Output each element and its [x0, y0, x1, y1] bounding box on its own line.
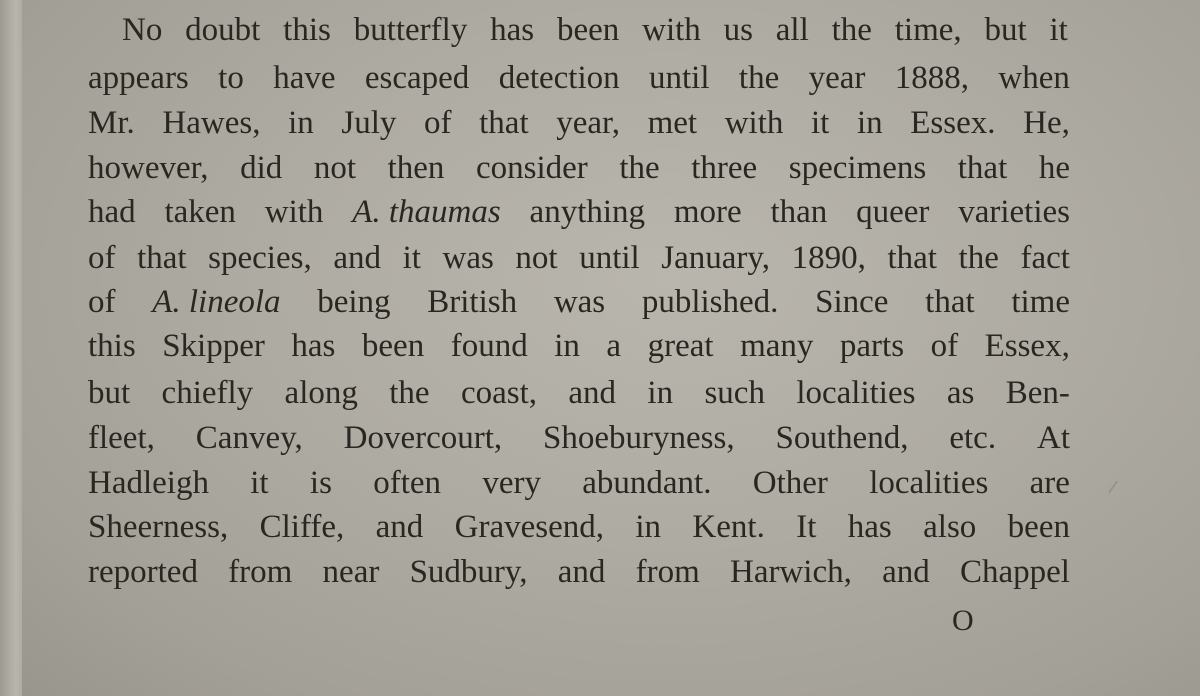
- word: the: [738, 60, 780, 96]
- word: being: [317, 284, 391, 320]
- word: has: [490, 12, 535, 48]
- word: as: [946, 375, 975, 411]
- text-line: [122, 14, 1068, 47]
- word: in: [635, 509, 662, 545]
- word: to: [218, 60, 244, 96]
- word: has: [847, 509, 892, 545]
- word: and: [882, 554, 930, 590]
- word: but: [88, 375, 131, 411]
- word: 1890,: [791, 240, 866, 276]
- word: Essex.: [910, 105, 996, 141]
- word: published.: [641, 284, 779, 320]
- word: varieties: [958, 194, 1070, 230]
- word: in: [647, 375, 674, 411]
- word: British: [427, 284, 518, 320]
- text-line: [88, 152, 1070, 185]
- word: taken: [164, 194, 236, 230]
- word: Harwich,: [729, 554, 852, 590]
- word: Southend,: [775, 420, 909, 456]
- word: have: [273, 60, 336, 96]
- word: been: [1007, 509, 1070, 545]
- word: us: [723, 12, 753, 48]
- word: a: [606, 328, 622, 364]
- word: not: [313, 150, 357, 186]
- word: 1888,: [894, 60, 970, 96]
- word: detection: [498, 60, 620, 96]
- word: Gravesend,: [454, 509, 604, 545]
- word: Dovercourt,: [343, 420, 503, 456]
- word: many: [740, 328, 814, 364]
- word: of: [930, 328, 959, 364]
- word: with: [642, 12, 701, 48]
- word: in: [554, 328, 580, 364]
- word: it: [402, 240, 421, 276]
- word: July: [341, 105, 397, 141]
- word: Essex,: [984, 328, 1070, 364]
- word: the: [389, 375, 430, 411]
- word: met: [647, 105, 698, 141]
- word: has: [291, 328, 336, 364]
- text-line: [88, 467, 1070, 500]
- word: A. thaumas: [352, 194, 501, 230]
- word: more: [673, 194, 742, 230]
- text-line: [88, 377, 1070, 410]
- word: that: [479, 105, 529, 141]
- word: was: [553, 284, 606, 320]
- word: escaped: [364, 60, 470, 96]
- word: of: [88, 240, 116, 276]
- word: butterfly: [353, 12, 468, 48]
- word: year,: [556, 105, 620, 141]
- word: from: [228, 554, 293, 590]
- word: the: [958, 240, 999, 276]
- word: It: [796, 509, 817, 545]
- word: Canvey,: [195, 420, 303, 456]
- word: that: [887, 240, 937, 276]
- word: three: [691, 150, 758, 186]
- word: fleet,: [88, 420, 155, 456]
- word: was: [442, 240, 494, 276]
- word: are: [1029, 465, 1070, 501]
- word: coast,: [460, 375, 538, 411]
- word: then: [387, 150, 445, 186]
- text-line: [88, 330, 1070, 363]
- word: but: [984, 12, 1027, 48]
- word: it: [1049, 12, 1068, 48]
- word: did: [240, 150, 283, 186]
- word: it: [811, 105, 830, 141]
- word: the: [831, 12, 872, 48]
- word: all: [775, 12, 809, 48]
- word: doubt: [185, 12, 261, 48]
- word: queer: [856, 194, 930, 230]
- text-line: [88, 511, 1070, 544]
- word: the: [619, 150, 660, 186]
- word: that: [137, 240, 187, 276]
- word: fact: [1020, 240, 1070, 276]
- word: Kent.: [692, 509, 765, 545]
- word: parts: [839, 328, 905, 364]
- text-line: [88, 556, 1070, 589]
- word: Hadleigh: [88, 465, 209, 501]
- word: near: [322, 554, 380, 590]
- word: very: [482, 465, 541, 501]
- word: in: [856, 105, 883, 141]
- word: also: [923, 509, 977, 545]
- word: is: [309, 465, 332, 501]
- word: that: [925, 284, 975, 320]
- word: it: [250, 465, 269, 501]
- word: this: [88, 328, 136, 364]
- text-line: [88, 286, 1070, 319]
- word: Sheerness,: [88, 509, 229, 545]
- word: this: [283, 12, 331, 48]
- word: been: [361, 328, 425, 364]
- text-line: [88, 422, 1070, 455]
- word: had: [88, 194, 136, 230]
- text-line: [88, 242, 1070, 275]
- word: until: [649, 60, 710, 96]
- word: not: [515, 240, 558, 276]
- page-signature-mark: O: [952, 604, 974, 637]
- word: species,: [208, 240, 312, 276]
- word: chiefly: [161, 375, 254, 411]
- word: when: [998, 60, 1070, 96]
- word: consider: [475, 150, 588, 186]
- word: and: [375, 509, 424, 545]
- word: he: [1038, 150, 1070, 186]
- word: such: [704, 375, 765, 411]
- text-line: [88, 196, 1070, 229]
- word: of: [88, 284, 116, 320]
- word: Chappel: [959, 554, 1070, 590]
- word: with: [264, 194, 324, 230]
- word: found: [450, 328, 528, 364]
- word: and: [557, 554, 606, 590]
- word: localities: [869, 465, 989, 501]
- word: time: [1011, 284, 1070, 320]
- word: than: [770, 194, 828, 230]
- text-line: [88, 62, 1070, 95]
- word: reported: [88, 554, 198, 590]
- word: of: [424, 105, 452, 141]
- word: A. lineola: [152, 284, 281, 320]
- word: in: [288, 105, 314, 141]
- word: Other: [752, 465, 828, 501]
- word: anything: [529, 194, 646, 230]
- word: time,: [894, 12, 962, 48]
- word: until: [579, 240, 640, 276]
- word: He,: [1023, 105, 1070, 141]
- word: Shoeburyness,: [543, 420, 735, 456]
- word: Hawes,: [162, 105, 261, 141]
- word: Sudbury,: [409, 554, 528, 590]
- word: Skipper: [162, 328, 265, 364]
- word: and: [333, 240, 381, 276]
- word: year: [808, 60, 866, 96]
- word: from: [635, 554, 700, 590]
- text-line: [88, 107, 1070, 140]
- word: often: [373, 465, 442, 501]
- word: No: [122, 12, 163, 48]
- word: specimens: [788, 150, 927, 186]
- word: etc.: [949, 420, 997, 456]
- word: Since: [815, 284, 889, 320]
- word: Ben-: [1005, 375, 1070, 411]
- word: localities: [796, 375, 916, 411]
- word: At: [1036, 420, 1070, 456]
- word: Mr.: [88, 105, 135, 141]
- word: however,: [88, 150, 209, 186]
- word: appears: [88, 60, 189, 96]
- word: great: [647, 328, 714, 364]
- word: with: [724, 105, 784, 141]
- word: along: [284, 375, 358, 411]
- word: and: [568, 375, 617, 411]
- word: Cliffe,: [259, 509, 345, 545]
- word: abundant.: [582, 465, 712, 501]
- word: January,: [661, 240, 771, 276]
- word: been: [556, 12, 620, 48]
- word: that: [957, 150, 1008, 186]
